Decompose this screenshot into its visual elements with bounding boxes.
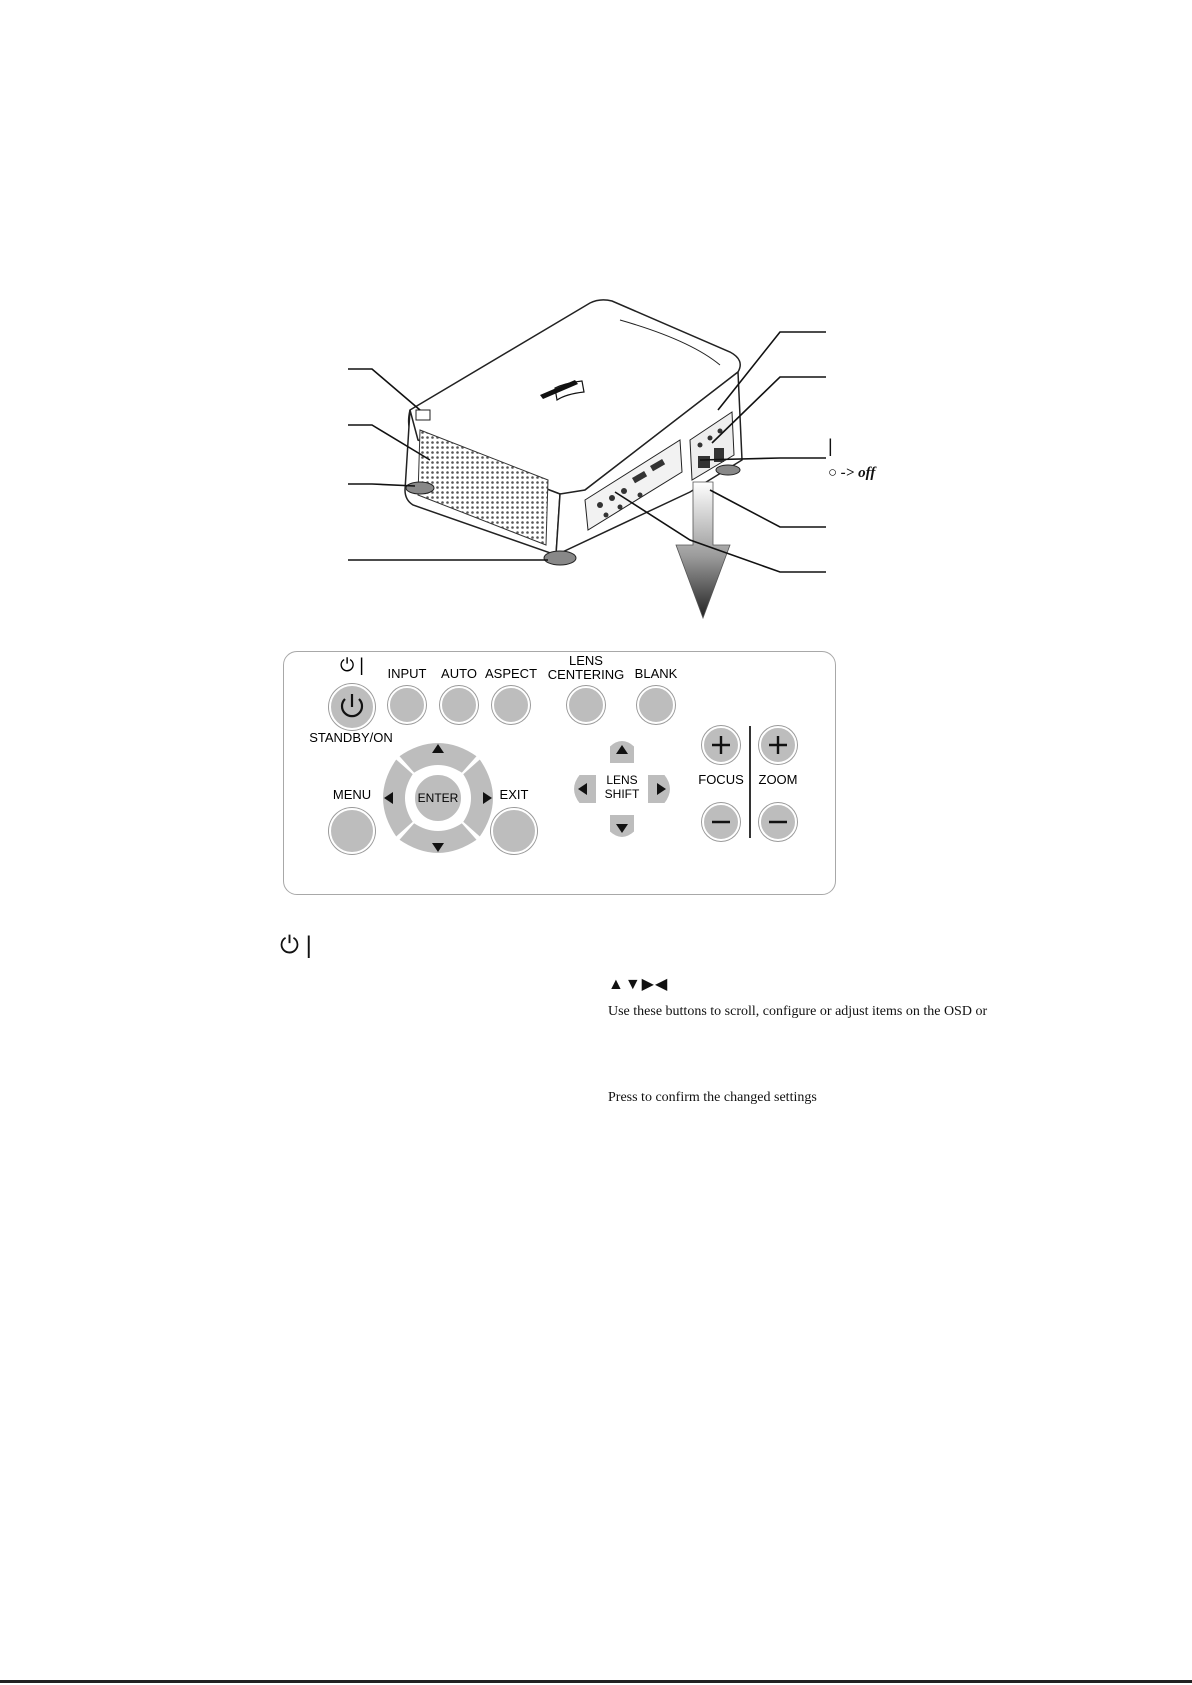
menu-label: MENU: [332, 787, 372, 802]
standby-on-button[interactable]: [329, 684, 375, 730]
lens-centering-button[interactable]: [567, 686, 605, 724]
auto-button[interactable]: [440, 686, 478, 724]
focus-label: FOCUS: [698, 772, 744, 787]
focus-plus-button[interactable]: [702, 726, 740, 764]
zoom-label: ZOOM: [758, 772, 798, 787]
power-icon: [331, 686, 373, 728]
enter-label: ENTER: [417, 791, 459, 805]
exit-button[interactable]: [491, 808, 537, 854]
auto-label: AUTO: [441, 666, 477, 681]
plus-icon: [704, 728, 738, 762]
focus-zoom-divider: [749, 726, 751, 838]
projector-body: [405, 300, 742, 565]
control-panel: [283, 651, 836, 895]
blank-button[interactable]: [637, 686, 675, 724]
power-symbol-label: ⏻ |: [340, 655, 364, 675]
down-arrow-icon: [676, 482, 730, 618]
aspect-button[interactable]: [492, 686, 530, 724]
input-label: INPUT: [387, 666, 427, 681]
menu-button[interactable]: [329, 808, 375, 854]
input-button[interactable]: [388, 686, 426, 724]
callout-power-mark: |: [828, 436, 833, 456]
exit-label: EXIT: [499, 787, 529, 802]
callout-power-off: ○ -> off: [828, 465, 876, 481]
zoom-minus-button[interactable]: [759, 803, 797, 841]
legend-arrows-symbol: ▲▼▶◀: [608, 976, 669, 993]
focus-minus-button[interactable]: [702, 803, 740, 841]
legend-power-symbol: ⏻ |: [280, 932, 312, 959]
plus-icon: [761, 728, 795, 762]
lens-shift-label: LENS SHIFT: [604, 773, 640, 801]
aspect-label: ASPECT: [484, 666, 538, 681]
page-bottom-rule: [0, 1680, 1192, 1683]
minus-icon: [704, 805, 738, 839]
minus-icon: [761, 805, 795, 839]
projector-illustration: [0, 0, 1192, 640]
zoom-plus-button[interactable]: [759, 726, 797, 764]
blank-label: BLANK: [634, 666, 678, 681]
lens-centering-label: LENS CENTERING: [547, 653, 625, 682]
legend-enter-description: Press to confirm the changed settings: [608, 1090, 817, 1105]
legend-arrows-description: Use these buttons to scroll, configure or adjust items on the OSD or: [608, 1004, 988, 1019]
standby-on-label: STANDBY/ON: [309, 730, 393, 745]
